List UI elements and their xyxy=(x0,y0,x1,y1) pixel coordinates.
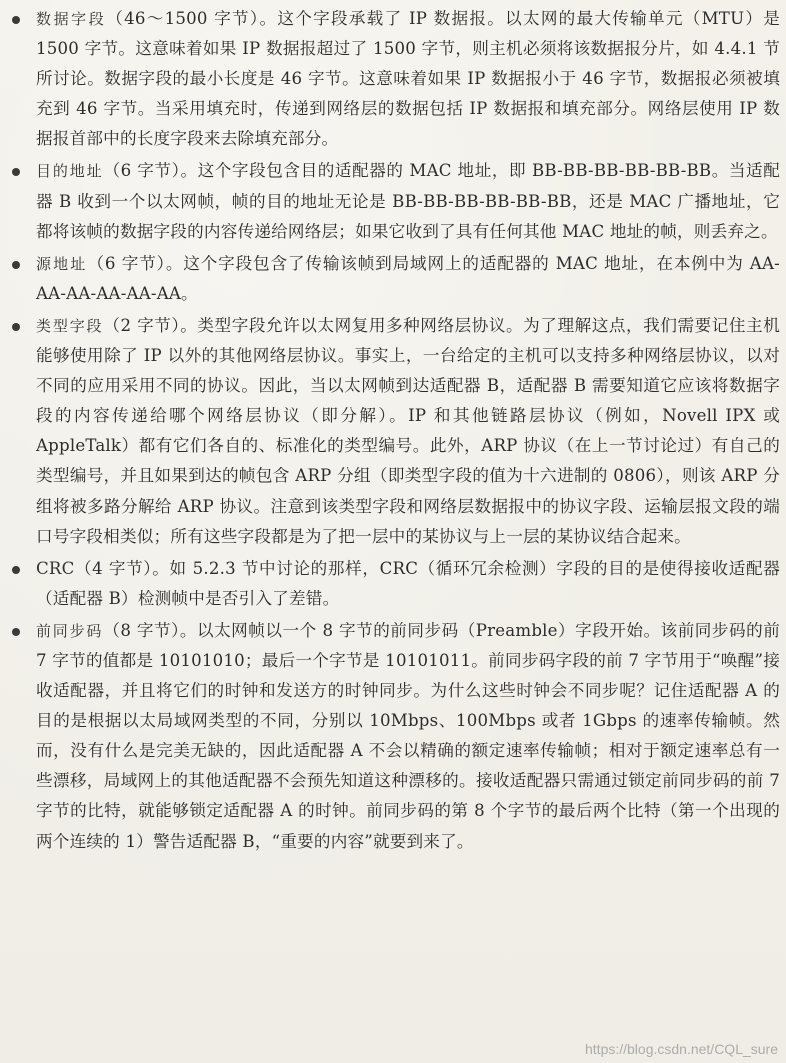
item-text xyxy=(36,554,780,614)
bullet-icon xyxy=(12,566,20,574)
item-text xyxy=(36,616,780,857)
item-body: （8 字节）。以太网帧以一个 8 字节的前同步码（Preamble）字段开始。该前同步码的前 7 字节的值都是 10101010；最后一个字节是 10101011。前同步码字段的前 7 字节用于“唤醒”接收适配器，并且将它们的时钟和发送方的时钟同步。为什么这些时钟会不同步呢？记住适配器 A 的目的是根据以太局域网类型的不同，分别以 10Mbps、100Mbps 或者 1Gbps 的速率传输帧。然而，没有什么是完美无缺的，因此适配器 A 不会以精确的额定速率传输帧；相对于额定速率总有一些漂移，局域网上的其他适配器不会预先知道这种漂移的。接收适配器只需通过锁定前同步码的前 7 字节的比特，就能够锁定适配器 A 的时钟。前同步码的第 8 个字节的最后两个比特（第一个出现的两个连续的 1）警告适配器 B，“重要的内容”就要到来了。 xyxy=(36,620,780,851)
bullet-icon xyxy=(12,628,20,636)
item-term: 数据字段 xyxy=(36,10,107,28)
list-item-source-address xyxy=(10,249,780,309)
item-text xyxy=(36,156,780,246)
item-term: CRC xyxy=(36,558,75,578)
item-term: 前同步码 xyxy=(36,621,104,640)
item-term: 源地址 xyxy=(36,254,88,273)
item-body: （2 字节）。类型字段允许以太网复用多种网络层协议。为了理解这点，我们需要记住主机能够使用除了 IP 以外的其他网络层协议。事实上，一台给定的主机可以支持多种网络层协议，以对不同的应用采用不同的协议。因此，当以太网帧到达适配器 B，适配器 B 需要知道它应该将数据字段的内容传递给哪个网络层协议（即分解）。IP 和其他链路层协议（例如，Novell IPX 或 AppleTalk）都有它们各自的、标准化的类型编号。此外，ARP 协议（在上一节讨论过）有自己的类型编号，并且如果到达的帧包含 ARP 分组（即类型字段的值为十六进制的 0806），则该 ARP 分组将被多路分解给 ARP 协议。注意到该类型字段和网络层数据报中的协议字段、运输层报文段的端口号字段相类似；所有这些字段都是为了把一层中的某协议与上一层的某协议结合起来。 xyxy=(36,315,780,546)
item-text xyxy=(36,4,780,154)
item-term: 类型字段 xyxy=(36,316,104,335)
bullet-icon xyxy=(12,168,20,176)
watermark-url: https://blog.csdn.net/CQL_sure xyxy=(585,1041,778,1057)
list-item-destination-address xyxy=(10,156,780,246)
item-text xyxy=(36,311,780,552)
item-body: （6 字节）。这个字段包含目的适配器的 MAC 地址，即 BB-BB-BB-BB-BB-BB。当适配器 B 收到一个以太网帧，帧的目的地址无论是 BB-BB-BB-BB-BB-BB，还是 MAC 广播地址，它都将该帧的数据字段的内容传递给网络层；如果它收到了具有任何其他 MAC 地址的帧，则丢弃之。 xyxy=(36,161,780,241)
item-text xyxy=(36,249,780,309)
bullet-icon xyxy=(12,261,20,269)
item-term: 目的地址 xyxy=(36,162,104,181)
list-item-data-field xyxy=(10,4,780,154)
list-item-type-field xyxy=(10,311,780,552)
bullet-list xyxy=(10,4,780,859)
item-body: （46～1500 字节）。这个字段承载了 IP 数据报。以太网的最大传输单元（MTU）是 1500 字节。这意味着如果 IP 数据报超过了 1500 字节，则主机必须将该数据报分片，如 4.4.1 节所讨论。数据字段的最小长度是 46 字节。这意味着如果 IP 数据报小于 46 字节，数据报必须被填充到 46 字节。当采用填充时，传递到网络层的数据包括 IP 数据报和填充部分。网络层使用 IP 数据报首部中的长度字段来去除填充部分。 xyxy=(36,9,780,149)
list-item-preamble xyxy=(10,616,780,857)
bullet-icon xyxy=(12,323,20,331)
item-body: （4 字节）。如 5.2.3 节中讨论的那样，CRC（循环冗余检测）字段的目的是使得接收适配器（适配器 B）检测帧中是否引入了差错。 xyxy=(36,558,780,608)
list-item-crc xyxy=(10,554,780,614)
item-body: （6 字节）。这个字段包含了传输该帧到局域网上的适配器的 MAC 地址，在本例中为 AA-AA-AA-AA-AA-AA。 xyxy=(36,253,780,303)
bullet-icon xyxy=(12,16,20,24)
